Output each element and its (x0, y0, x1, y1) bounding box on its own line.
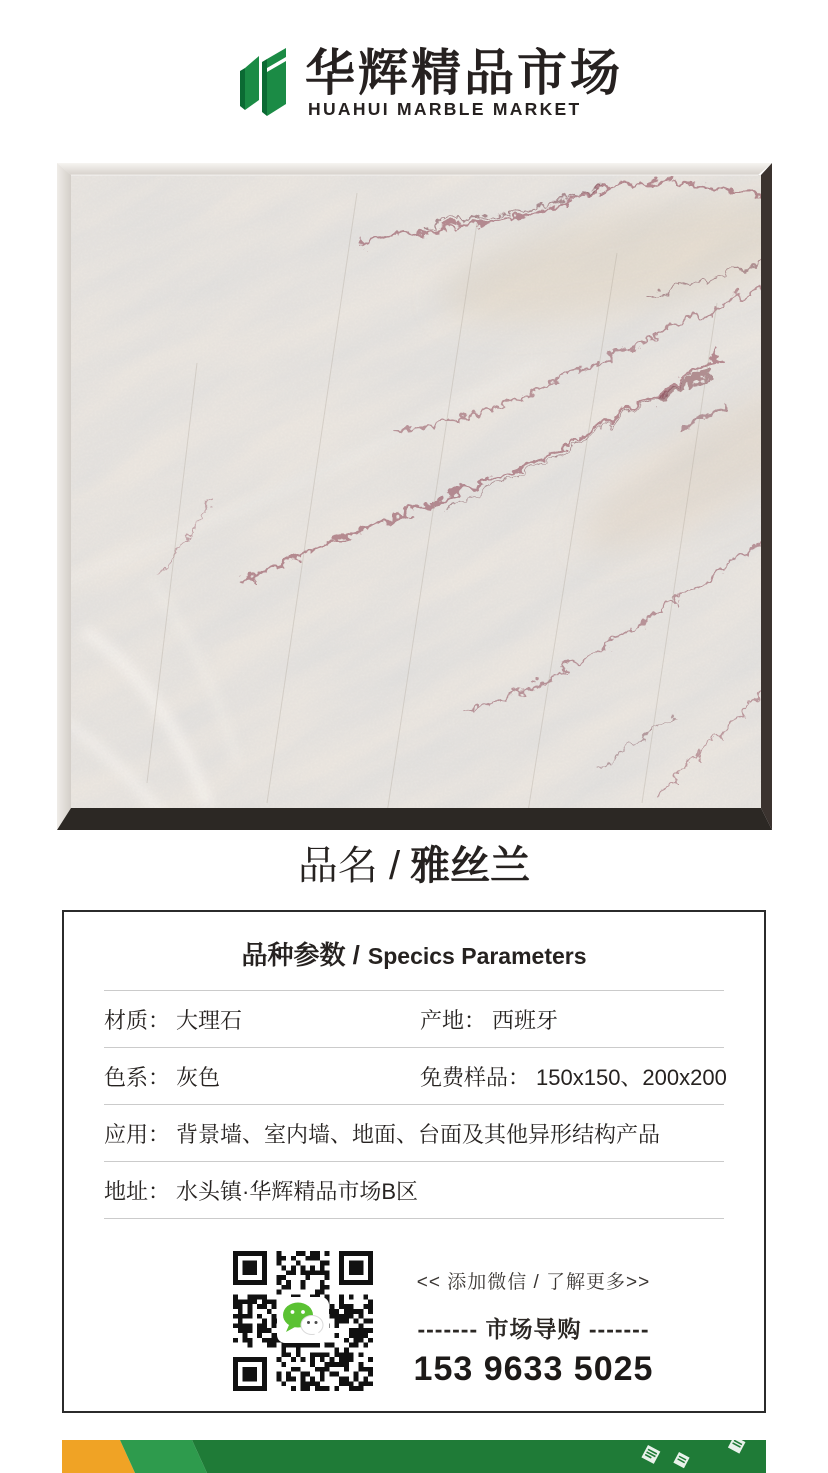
spec-row-material (64, 991, 764, 1047)
spec-value: 大理石 (176, 1007, 243, 1033)
market-guide-label: ------- 市场导购 ------- (417, 1316, 650, 1342)
spec-label: 材质： (104, 1007, 171, 1033)
spec-row-address (64, 1162, 764, 1218)
spec-label: 色系： (104, 1064, 171, 1090)
add-wechat-text: << 添加微信 / 了解更多>> (416, 1272, 651, 1293)
spec-address (104, 1175, 418, 1206)
spec-value: 灰色 (176, 1064, 221, 1090)
contact-section (64, 1251, 764, 1391)
marble-slab-photo (57, 163, 772, 830)
spec-free-sample (420, 1061, 727, 1092)
spec-application (104, 1118, 660, 1149)
product-name: 雅丝兰 (410, 844, 531, 888)
spec-color (104, 1061, 420, 1092)
green-marble-slabs-icon (240, 44, 298, 118)
spec-material (104, 1004, 420, 1035)
spec-value: 背景墙、室内墙、地面、台面及其他异形结构产品 (176, 1121, 661, 1147)
specs-box (62, 910, 766, 1413)
specs-title (64, 937, 764, 973)
footer-banner (62, 1440, 766, 1473)
spec-label: 地址： (104, 1178, 171, 1204)
product-name-label: 品名 / (297, 844, 401, 888)
specs-title-cn: 品种参数 / (241, 940, 360, 970)
wechat-qr-code (233, 1251, 373, 1391)
specs-title-en: Specics Parameters (367, 943, 587, 969)
spec-value: 150x150、200x200 (536, 1064, 727, 1090)
wechat-icon (277, 1297, 329, 1343)
product-name-line (0, 842, 828, 890)
spec-row-color (64, 1048, 764, 1104)
spec-label: 免费样品： (420, 1064, 531, 1090)
contact-text (373, 1251, 694, 1389)
divider (104, 1218, 724, 1219)
spec-value: 水头镇·华辉精品市场B区 (176, 1178, 419, 1204)
brand-name-en: HUAHUI MARBLE MARKET (308, 99, 582, 119)
brand-name-cn: 华辉精品市场 (305, 45, 623, 101)
spec-label: 应用： (104, 1121, 171, 1147)
spec-value: 西班牙 (492, 1007, 559, 1033)
spec-label: 产地： (420, 1007, 487, 1033)
spec-origin (420, 1004, 558, 1035)
phone-number: 153 9633 5025 (413, 1350, 654, 1388)
spec-row-application (64, 1105, 764, 1161)
